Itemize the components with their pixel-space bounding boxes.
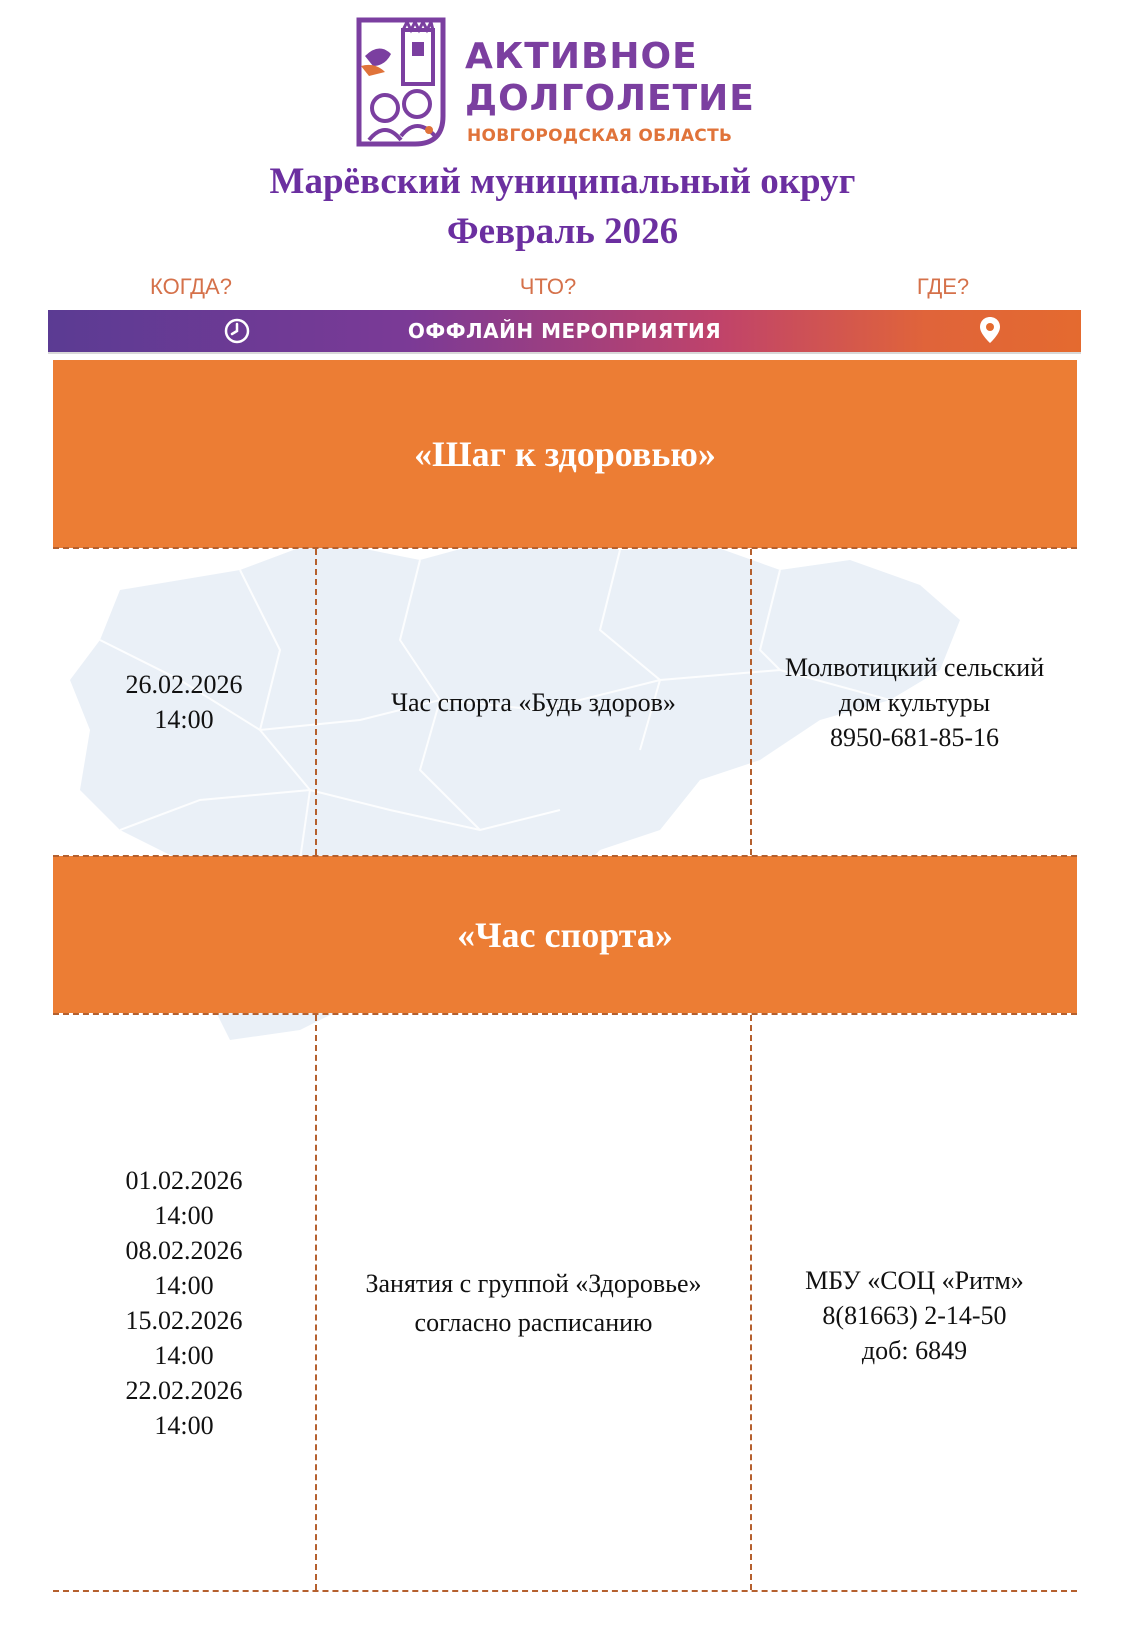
- event-date: 22.02.2026: [125, 1375, 243, 1405]
- event-description: Занятия с группой «Здоровье»: [365, 1268, 702, 1298]
- location-pin-icon: [978, 315, 1002, 345]
- page-title-district: Марёвский муниципальный округ: [269, 161, 856, 202]
- event-venue: дом культуры: [838, 687, 991, 717]
- logo-text-line2: ДОЛГОЛЕТИЕ: [465, 78, 755, 119]
- event-time: 14:00: [154, 705, 214, 734]
- event-where-cell: [752, 549, 1077, 855]
- event-description: Час спорта «Будь здоров»: [391, 687, 676, 717]
- event-venue: Молвотицкий сельский: [784, 652, 1045, 682]
- active-longevity-logo: [355, 16, 785, 151]
- event-date: 26.02.2026: [125, 670, 243, 699]
- logo-region-text: НОВГОРОДСКАЯ ОБЛАСТЬ: [467, 126, 733, 146]
- event-description: согласно расписанию: [414, 1307, 653, 1337]
- event-what-cell: [317, 1015, 750, 1590]
- event-time: 14:00: [154, 1410, 214, 1440]
- event-when-cell: [53, 1015, 315, 1590]
- event-time: 14:00: [154, 1270, 214, 1300]
- page-title-month: Февраль 2026: [446, 211, 679, 252]
- event-what-cell: [317, 549, 750, 855]
- section-band-1: [53, 360, 1077, 548]
- event-phone: 8(81663) 2-14-50: [822, 1300, 1007, 1330]
- event-phone-ext: доб: 6849: [861, 1335, 968, 1365]
- event-time: 14:00: [154, 1200, 214, 1230]
- event-time: 14:00: [154, 1340, 214, 1370]
- column-label-when: КОГДА?: [150, 274, 232, 299]
- event-when-cell: [53, 549, 315, 855]
- event-phone: 8950-681-85-16: [830, 722, 999, 752]
- event-where-cell: [752, 1015, 1077, 1615]
- offline-events-bar: [48, 310, 1081, 354]
- kremlin-emblem-icon: [355, 16, 451, 148]
- divider-line: [53, 855, 1077, 857]
- section-title: «Час спорта»: [457, 914, 673, 955]
- section-band-2: [53, 856, 1077, 1013]
- column-label-what: ЧТО?: [519, 274, 577, 299]
- event-venue: МБУ «СОЦ «Ритм»: [805, 1265, 1024, 1295]
- event-date: 08.02.2026: [125, 1235, 243, 1265]
- logo-text-line1: АКТИВНОЕ: [465, 36, 698, 77]
- event-date: 15.02.2026: [125, 1305, 243, 1335]
- column-label-where: ГДЕ?: [916, 274, 970, 299]
- event-date: 01.02.2026: [125, 1165, 243, 1195]
- section-title: «Шаг к здоровью»: [414, 434, 716, 474]
- offline-events-title: ОФФЛАЙН МЕРОПРИЯТИЯ: [407, 319, 722, 343]
